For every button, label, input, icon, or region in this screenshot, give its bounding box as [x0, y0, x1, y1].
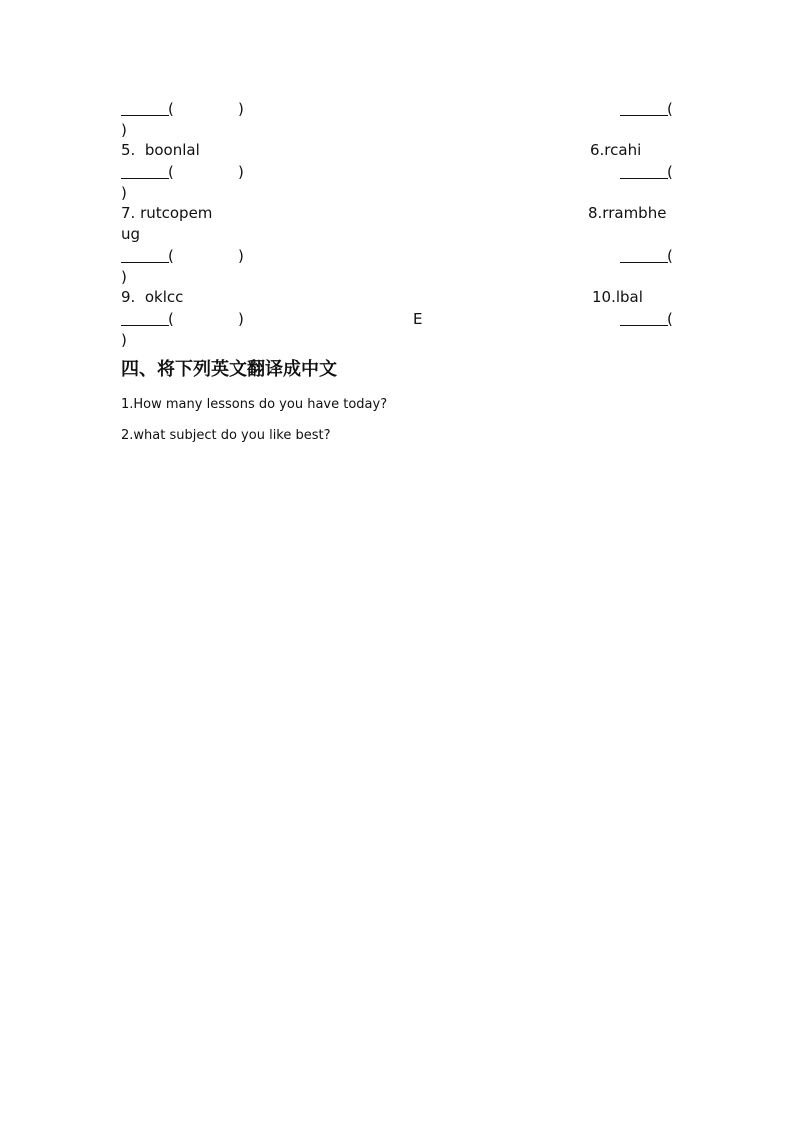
wrapped-close-paren: ): [121, 121, 127, 139]
open-paren: (: [667, 163, 673, 181]
answer-blank[interactable]: [121, 115, 169, 116]
wrapped-close-paren: ): [121, 184, 127, 202]
close-paren: ): [238, 247, 244, 265]
answer-blank[interactable]: [121, 178, 169, 179]
open-paren: (: [168, 310, 174, 328]
open-paren: (: [168, 163, 174, 181]
answer-blank[interactable]: [620, 115, 668, 116]
open-paren: (: [168, 100, 174, 118]
open-paren: (: [667, 100, 673, 118]
answer-blank[interactable]: [620, 262, 668, 263]
close-paren: ): [238, 310, 244, 328]
answer-blank[interactable]: [620, 178, 668, 179]
word-item-8: 8.rrambhe: [588, 204, 667, 222]
word-item-10: 10.lbal: [592, 288, 643, 306]
open-paren: (: [667, 247, 673, 265]
word-item-6: 6.rcahi: [590, 141, 642, 159]
close-paren: ): [238, 163, 244, 181]
stray-letter: E: [413, 310, 423, 328]
word-item-9: 9. oklcc: [121, 288, 184, 306]
close-paren: ): [238, 100, 244, 118]
answer-blank[interactable]: [121, 262, 169, 263]
answer-blank[interactable]: [121, 325, 169, 326]
word-item-7: 7. rutcopem: [121, 204, 213, 222]
open-paren: (: [168, 247, 174, 265]
wrapped-close-paren: ): [121, 268, 127, 286]
open-paren: (: [667, 310, 673, 328]
translation-sentence-1: 1.How many lessons do you have today?: [121, 397, 388, 412]
wrapped-close-paren: ): [121, 331, 127, 349]
section-heading: 四、将下列英文翻译成中文: [121, 359, 337, 380]
word-item-8-wrap: ug: [121, 225, 141, 243]
answer-blank[interactable]: [620, 325, 668, 326]
word-item-5: 5. boonlal: [121, 141, 200, 159]
translation-sentence-2: 2.what subject do you like best?: [121, 428, 331, 443]
